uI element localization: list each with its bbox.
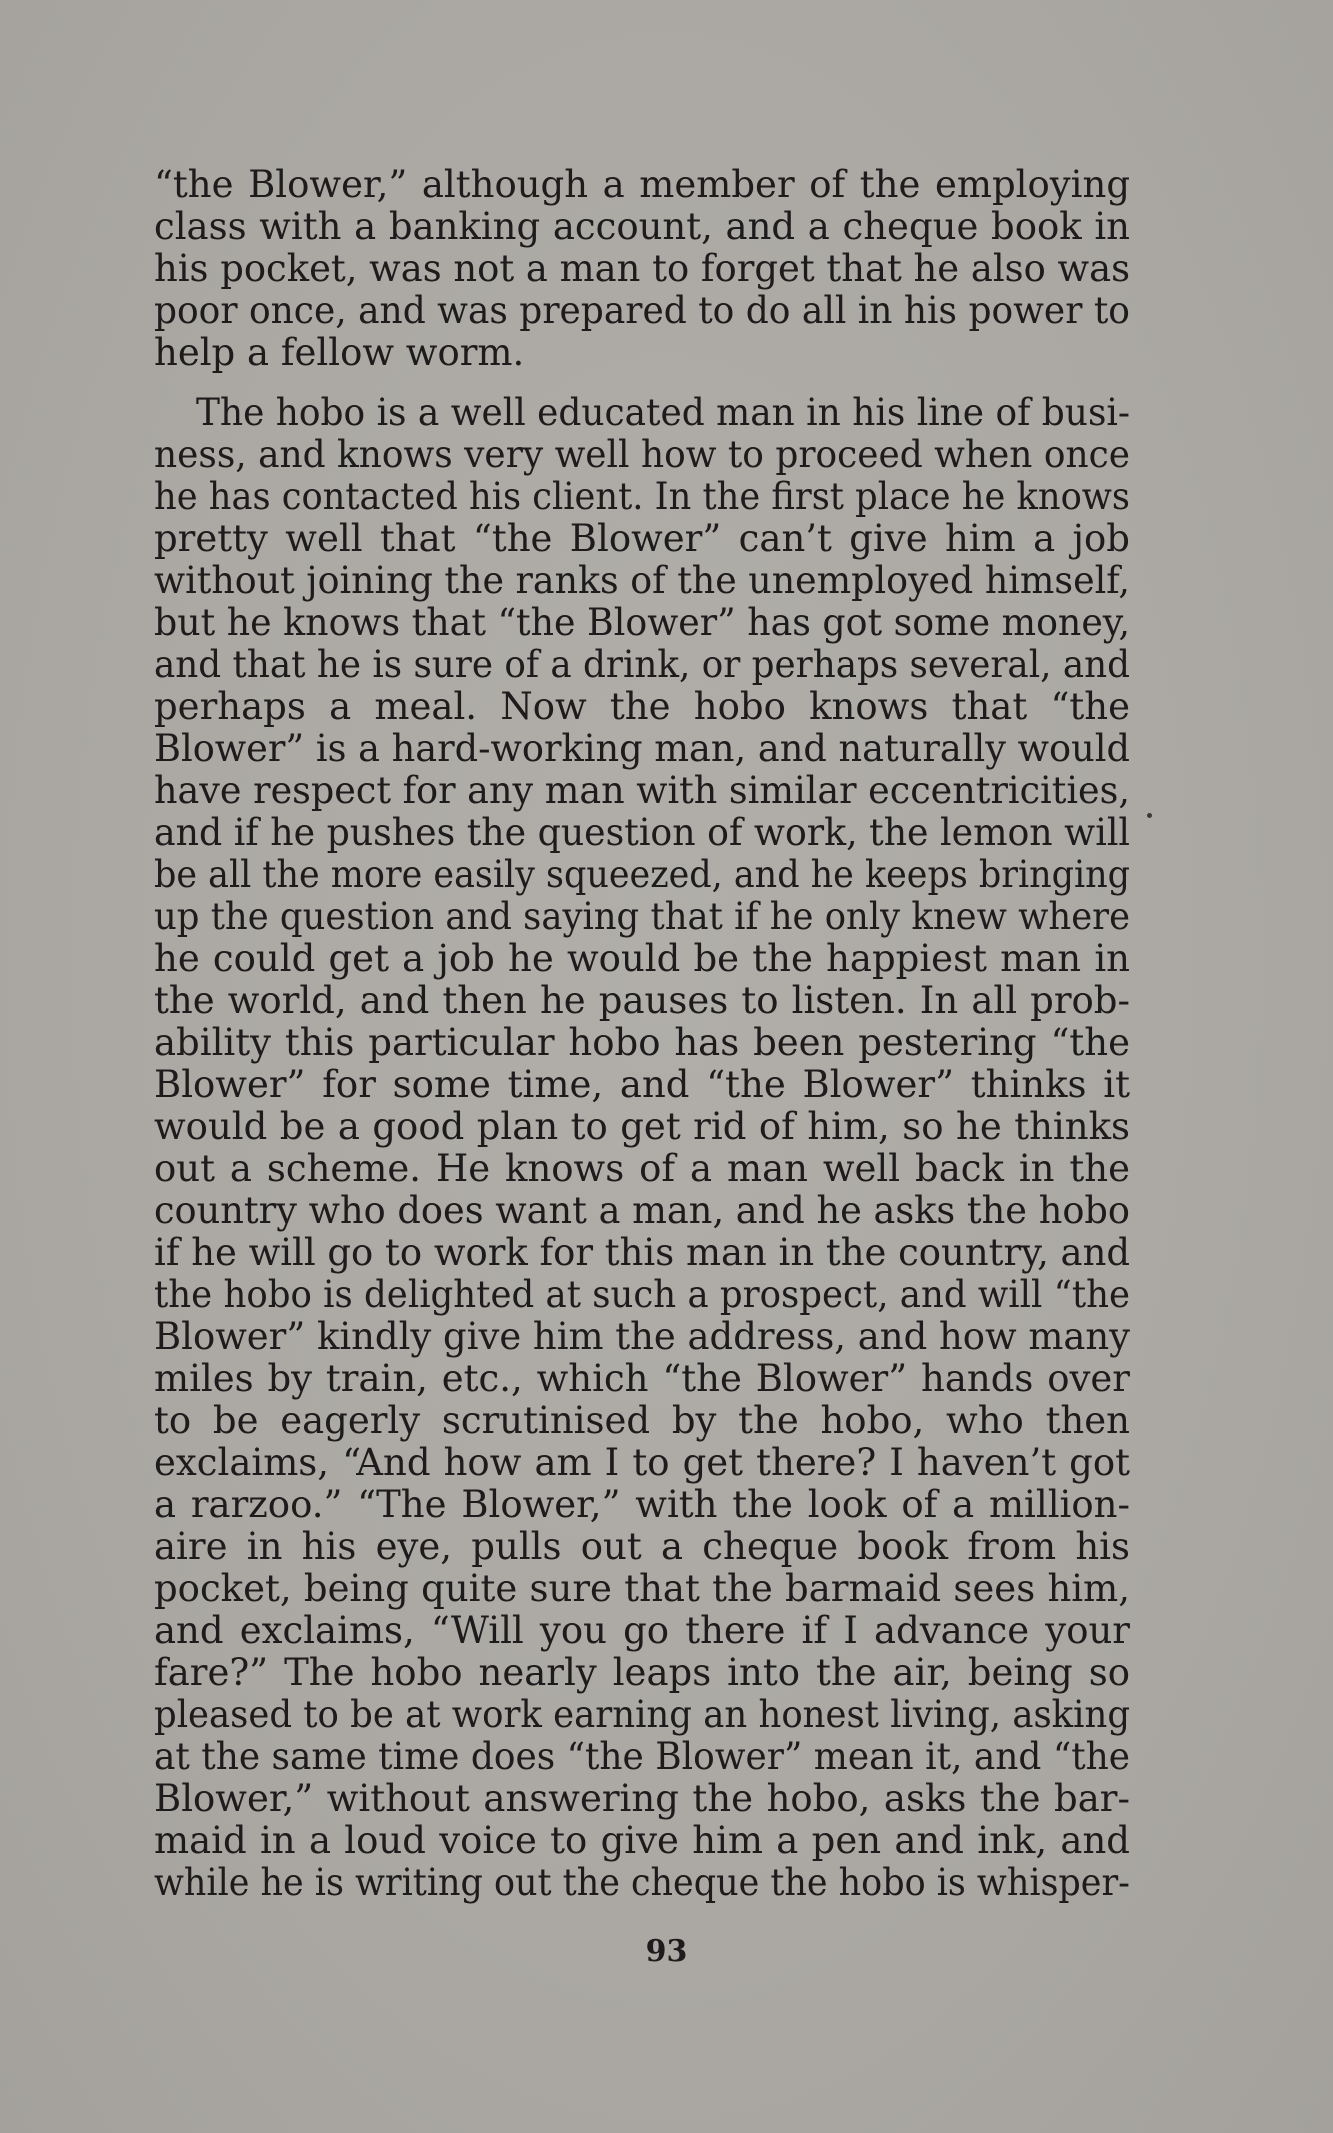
text-line: have respect for any man with similar eccentricities, [154,769,1131,812]
text-line: if he will go to work for this man in the country, and [154,1231,1131,1274]
text-line: ness, and knows very well how to proceed when once [154,433,1130,476]
text-line: Blower” is a hard-working man, and naturally would [154,727,1130,770]
text-line: without joining the ranks of the unemployed himself, [154,559,1130,602]
text-line: aire in his eye, pulls out a cheque book from his [154,1525,1130,1568]
text-line: up the question and saying that if he only knew where [154,895,1131,938]
text-line: be all the more easily squeezed, and he keeps bringing [154,853,1131,896]
text-line: out a scheme. He knows of a man well back in the [154,1147,1130,1190]
text-line: perhaps a meal. Now the hobo knows that “the [154,685,1130,728]
text-line: while he is writing out the cheque the hobo is whisper- [154,1861,1130,1904]
text-line: his pocket, was not a man to forget that he also was [154,247,1131,290]
text-line: he has contacted his client. In the first place he knows [154,475,1131,518]
text-line: class with a banking account, and a cheque book in [154,205,1130,248]
paragraph [154,164,1130,374]
text-line: Blower” for some time, and “the Blower” thinks it [154,1063,1130,1106]
text-line: pleased to be at work earning an honest living, asking [154,1693,1131,1736]
text-line: The hobo is a well educated man in his line of busi- [196,391,1131,434]
text-line: but he knows that “the Blower” has got some money, [154,601,1131,644]
body-text [154,164,1130,1904]
text-line: maid in a loud voice to give him a pen and ink, and [154,1819,1130,1862]
text-line: poor once, and was prepared to do all in his power to [154,289,1130,332]
text-line: and that he is sure of a drink, or perhaps several, and [154,643,1130,686]
text-line: he could get a job he would be the happiest man in [154,937,1130,980]
text-line: ability this particular hobo has been pestering “the [154,1021,1130,1064]
text-line: Blower,” without answering the hobo, asks the bar- [154,1777,1130,1820]
text-line: pretty well that “the Blower” can’t give him a job [154,517,1130,560]
text-line: fare?” The hobo nearly leaps into the air, being so [154,1651,1130,1694]
print-speck [1147,813,1152,818]
text-line: the hobo is delighted at such a prospect, and will “the [154,1273,1131,1316]
text-line: Blower” kindly give him the address, and how many [154,1315,1131,1358]
page-number: 93 [645,1934,688,1969]
text-line: and exclaims, “Will you go there if I advance your [154,1609,1130,1652]
text-line: and if he pushes the question of work, the lemon will [154,811,1131,854]
text-line: help a fellow worm. [154,331,525,374]
text-line: pocket, being quite sure that the barmaid sees him, [154,1567,1130,1610]
text-line: to be eagerly scrutinised by the hobo, who then [154,1399,1130,1442]
text-line: “the Blower,” although a member of the employing [154,163,1130,206]
text-line: at the same time does “the Blower” mean it, and “the [154,1735,1131,1778]
text-line: country who does want a man, and he asks the hobo [154,1189,1131,1232]
paragraph-gap [154,374,1130,392]
paragraph [154,392,1130,1904]
text-line: the world, and then he pauses to listen. In all prob- [154,979,1130,1022]
text-line: exclaims, “And how am I to get there? I haven’t got [154,1441,1130,1484]
text-line: a rarzoo.” “The Blower,” with the look of a million- [154,1483,1130,1526]
text-line: would be a good plan to get rid of him, so he thinks [154,1105,1130,1148]
text-line: miles by train, etc., which “the Blower” hands over [154,1357,1130,1400]
